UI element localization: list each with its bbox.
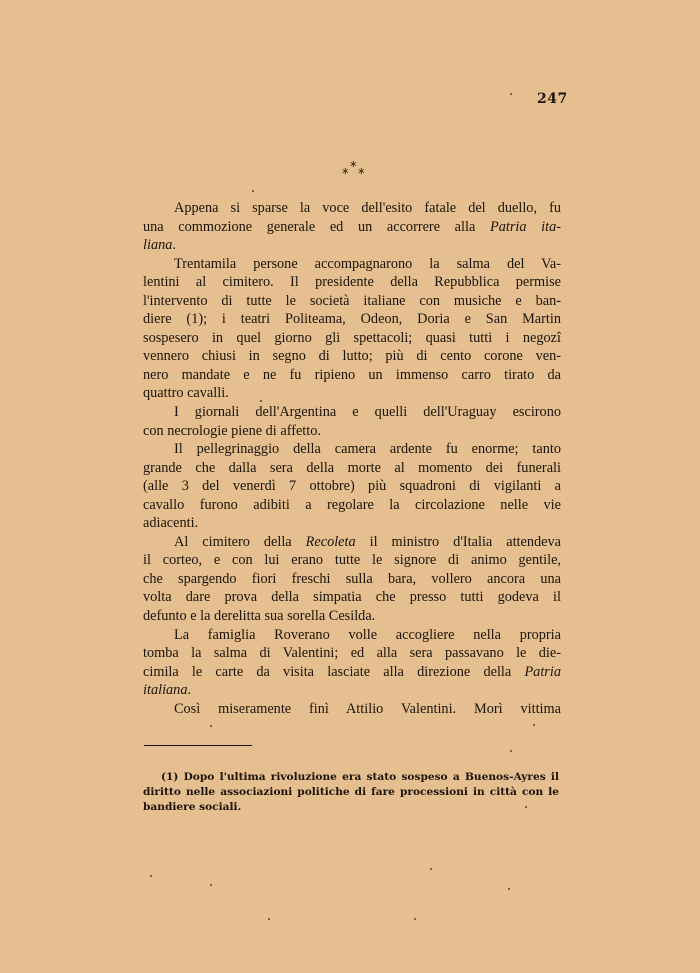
text-line: [143, 403, 561, 422]
text-run: lentini al cimitero. Il presidente della Repubblica permise: [143, 274, 561, 291]
scan-speck: [525, 806, 527, 808]
scan-speck: [210, 725, 212, 727]
text-line: [143, 292, 561, 311]
scan-speck: [430, 868, 432, 870]
text-line: [143, 310, 561, 329]
scan-speck: [414, 918, 416, 920]
text-run: .: [172, 237, 176, 254]
text-run: quattro cavalli.: [143, 385, 229, 402]
scan-speck: [150, 875, 152, 877]
text-run: una commozione generale ed un accorrere alla: [143, 218, 490, 235]
text-line: [143, 218, 561, 237]
asterisk-top: *: [350, 160, 357, 175]
body-text: [143, 199, 561, 718]
text-line: [143, 273, 561, 292]
scan-speck: [260, 400, 262, 402]
text-run: .: [187, 682, 192, 699]
text-line: [143, 785, 559, 800]
text-line: [143, 607, 561, 626]
text-run: diritto nelle associazioni politiche di fare processioni in città con le: [143, 786, 559, 798]
scan-speck: [210, 884, 212, 886]
text-run: bandiere sociali.: [143, 801, 242, 813]
text-run: vennero chiusi in segno di lutto; più di cento corone ven-: [143, 348, 561, 365]
scan-speck: [508, 888, 510, 890]
italic-run: italiana: [143, 682, 188, 699]
italic-run: liana: [143, 237, 173, 254]
text-line: [143, 496, 561, 515]
text-run: cimila le carte da visita lasciate alla direzione della: [143, 663, 525, 680]
text-run: (alle 3 del venerdì 7 ottobre) più squadroni di vigilanti a: [143, 478, 561, 495]
asterisk-right: *: [358, 167, 365, 182]
text-line: [143, 588, 561, 607]
text-line: [143, 422, 561, 441]
text-line: [143, 551, 561, 570]
scan-speck: [510, 750, 512, 752]
text-run: La famiglia Roverano volle accogliere nella propria: [174, 626, 561, 643]
scan-speck: [510, 93, 512, 95]
text-line: [143, 366, 561, 385]
text-run: con necrologie piene di affetto.: [143, 422, 321, 439]
text-run: sospesero in quel giorno gli spettacoli; quasi tutti i negozî: [143, 329, 561, 346]
italic-run: Patria ita-: [489, 218, 561, 235]
text-run: defunto e la derelitta sua sorella Cesilda.: [143, 608, 376, 625]
scan-speck: [268, 918, 270, 920]
italic-run: Recoleta: [305, 533, 356, 550]
text-line: [143, 700, 561, 719]
text-line: [143, 663, 561, 682]
text-line: [143, 384, 561, 403]
text-run: adiacenti.: [143, 515, 199, 532]
text-run: Il pellegrinaggio della camera ardente fu enorme; tanto: [174, 441, 561, 458]
text-run: Trentamila persone accompagnarono la salma del Va-: [174, 255, 561, 272]
text-run: Appena si sparse la voce dell'esito fatale del duello, fu: [174, 200, 561, 216]
section-asterism: [340, 160, 370, 182]
scan-speck: [533, 724, 535, 726]
footnote: [143, 770, 559, 815]
text-run: tomba la salma di Valentini; ed alla sera passavano le die-: [143, 645, 561, 662]
text-line: [143, 459, 561, 478]
text-run: Al cimitero della: [174, 533, 306, 550]
text-line: [143, 440, 561, 459]
text-line: [143, 644, 561, 663]
text-line: [143, 570, 561, 589]
text-line: [143, 199, 561, 218]
text-run: volta dare prova della simpatia che presso tutti godeva il: [143, 589, 561, 606]
scan-speck: [252, 190, 254, 192]
asterisk-left: *: [342, 167, 349, 182]
page-number: 247: [537, 91, 568, 107]
text-run: (1) Dopo l'ultima rivoluzione era stato sospeso a Buenos-Ayres il: [161, 771, 559, 783]
text-run: I giornali dell'Argentina e quelli dell'Uraguay escirono: [174, 404, 561, 421]
text-run: il corteo, e con lui erano tutte le signore di animo gentile,: [143, 552, 561, 569]
text-line: [143, 477, 561, 496]
text-line: [143, 800, 559, 815]
text-run: Così miseramente finì Attilio Valentini. Morì vittima: [174, 700, 561, 717]
text-line: [143, 347, 561, 366]
text-line: [143, 236, 561, 255]
text-line: [143, 681, 561, 700]
text-line: [143, 626, 561, 645]
text-line: [143, 255, 561, 274]
text-run: il ministro d'Italia attendeva: [355, 533, 562, 550]
text-run: l'intervento di tutte le società italiane con musiche e ban-: [143, 292, 561, 309]
text-run: nero mandate e ne fu ripieno un immenso carro tirato da: [143, 366, 561, 383]
text-run: che spargendo fiori freschi sulla bara, vollero ancora una: [143, 570, 561, 587]
text-run: grande che dalla sera della morte al momento dei funerali: [143, 459, 561, 476]
italic-run: Patria: [524, 663, 561, 680]
footnote-rule: [144, 745, 252, 746]
text-line: [143, 770, 559, 785]
text-line: [143, 329, 561, 348]
text-line: [143, 514, 561, 533]
text-run: diere (1); i teatri Politeama, Odeon, Doria e San Martin: [143, 311, 561, 328]
text-run: cavallo furono adibiti a regolare la circolazione nelle vie: [143, 496, 561, 513]
text-line: [143, 533, 561, 552]
